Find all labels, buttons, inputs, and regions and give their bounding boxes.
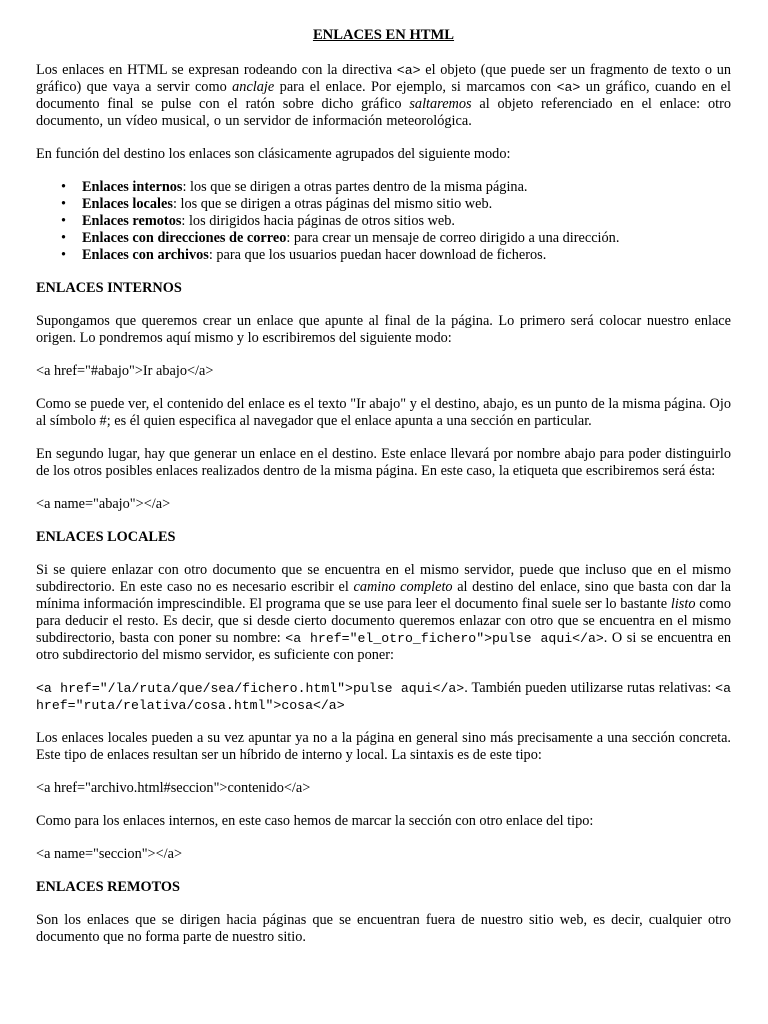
intro-text-3: para el enlace. Por ejemplo, si marcamos con bbox=[274, 79, 557, 95]
internos-paragraph-3: En segundo lugar, hay que generar un enlace en el destino. Este enlace llevará por nombre abajo para poder distinguirlo de los otros posibles enlaces realizados dentro de la misma página. En este caso, la etiqueta que escribiremos será ésta: bbox=[36, 446, 731, 479]
locales-code-inline-1: <a href="el_otro_fichero">pulse aqui</a> bbox=[285, 631, 604, 646]
locales-text-1: Si se quiere enlazar con otro documento que se encuentra en el mismo servidor, puede que incluso que en el mismo subdirectorio. En este caso no es necesario escribir el bbox=[36, 562, 731, 595]
list-item bbox=[82, 196, 731, 213]
locales-code-inline-3: <a href="ruta/relativa/cosa.html">cosa</a> bbox=[36, 681, 731, 713]
intro-text-4: un gráfico, cuando en el documento final se pulse con el ratón sobre dicho gráfico bbox=[36, 79, 731, 112]
locales-text-3: como para deducir el resto. Es decir, que si desde cierto documento queremos enlazar con otro que se encuentra en el mismo subdirectorio, basta con poner su nombre: bbox=[36, 596, 731, 646]
list-item-desc: : para que los usuarios puedan hacer download de ficheros. bbox=[208, 247, 547, 263]
locales-code-3: <a href="archivo.html#seccion">contenido</a> bbox=[36, 780, 311, 796]
list-item-desc: : los que se dirigen a otras partes dentro de la misma página. bbox=[182, 179, 528, 195]
locales-code-4: <a name="seccion"></a> bbox=[36, 846, 183, 862]
list-item-term: Enlaces internos bbox=[82, 179, 183, 195]
list-item-term: Enlaces con archivos bbox=[82, 247, 209, 263]
internos-paragraph-1: Supongamos que queremos crear un enlace que apunte al final de la página. Lo primero será colocar nuestro enlace origen. Lo pondremos aquí mismo y lo escribiremos del siguiente modo: bbox=[36, 313, 731, 346]
locales-text-5: . También pueden utilizarse rutas relativas: bbox=[464, 680, 716, 696]
list-item bbox=[82, 213, 731, 230]
intro-code-1: <a> bbox=[396, 63, 421, 78]
locales-paragraph-1 bbox=[36, 562, 731, 664]
locales-emphasis-2: listo bbox=[670, 596, 696, 612]
list-item-term: Enlaces locales bbox=[82, 196, 173, 212]
list-item bbox=[82, 247, 731, 264]
intro-emphasis-1: anclaje bbox=[232, 79, 275, 95]
page-title: ENLACES EN HTML bbox=[312, 27, 455, 43]
section-heading-locales: ENLACES LOCALES bbox=[36, 529, 176, 545]
section-heading-remotos: ENLACES REMOTOS bbox=[36, 879, 180, 895]
locales-paragraph-4: Como para los enlaces internos, en este caso hemos de marcar la sección con otro enlace del tipo: bbox=[36, 813, 594, 829]
list-item-desc: : los dirigidos hacia páginas de otros sitios web. bbox=[181, 213, 455, 229]
intro-emphasis-2: saltaremos bbox=[409, 96, 472, 112]
intro-text-2: el objeto (que puede ser un fragmento de texto o un gráfico) que vaya a servir como bbox=[36, 62, 731, 95]
intro-text-1: Los enlaces en HTML se expresan rodeando con la directiva bbox=[36, 62, 397, 78]
list-item-desc: : para crear un mensaje de correo dirigido a una dirección. bbox=[286, 230, 620, 246]
locales-text-4: . O si se encuentra en otro subdirectorio del mismo servidor, es suficiente con poner: bbox=[36, 630, 731, 663]
intro-paragraph bbox=[36, 62, 731, 130]
remotos-paragraph-1: Son los enlaces que se dirigen hacia páginas que se encuentran fuera de nuestro sitio web, es decir, cualquier otro documento que no forma parte de nuestro sitio. bbox=[36, 912, 731, 945]
list-item-desc: : los que se dirigen a otras páginas del mismo sitio web. bbox=[172, 196, 493, 212]
internos-code-1: <a href="#abajo">Ir abajo</a> bbox=[36, 363, 214, 379]
internos-paragraph-2: Como se puede ver, el contenido del enlace es el texto "Ir abajo" y el destino, abajo, es un punto de la misma página. Ojo al símbolo #; es él quien especifica al navegador que el enlace apunta a una sección en particular. bbox=[36, 396, 731, 429]
intro-code-2: <a> bbox=[556, 80, 581, 95]
locales-paragraph-2 bbox=[36, 680, 731, 714]
internos-code-2: <a name="abajo"></a> bbox=[36, 496, 171, 512]
locales-code-inline-2: <a href="/la/ruta/que/sea/fichero.html">pulse aqui</a> bbox=[36, 681, 465, 696]
list-item bbox=[82, 230, 731, 247]
locales-text-2: al destino del enlace, sino que basta con dar la mínima información imprescindible. El programa que se use para leer el documento final suele ser lo bastante bbox=[36, 579, 732, 612]
list-item-term: Enlaces con direcciones de correo bbox=[82, 230, 287, 246]
locales-emphasis-1: camino completo bbox=[353, 579, 453, 595]
grouping-paragraph: En función del destino los enlaces son clásicamente agrupados del siguiente modo: bbox=[36, 146, 511, 162]
list-item-term: Enlaces remotos bbox=[82, 213, 182, 229]
list-item bbox=[82, 179, 731, 196]
intro-text-5: al objeto referenciado en el enlace: otro documento, un vídeo musical, o un servidor de información meteorológica. bbox=[36, 96, 731, 129]
link-types-list bbox=[36, 179, 731, 264]
locales-paragraph-3: Los enlaces locales pueden a su vez apuntar ya no a la página en general sino más precisamente a una sección concreta. Este tipo de enlaces resultan ser un híbrido de interno y local. La sintaxis es de este tipo: bbox=[36, 730, 731, 763]
section-heading-internos: ENLACES INTERNOS bbox=[36, 280, 182, 296]
